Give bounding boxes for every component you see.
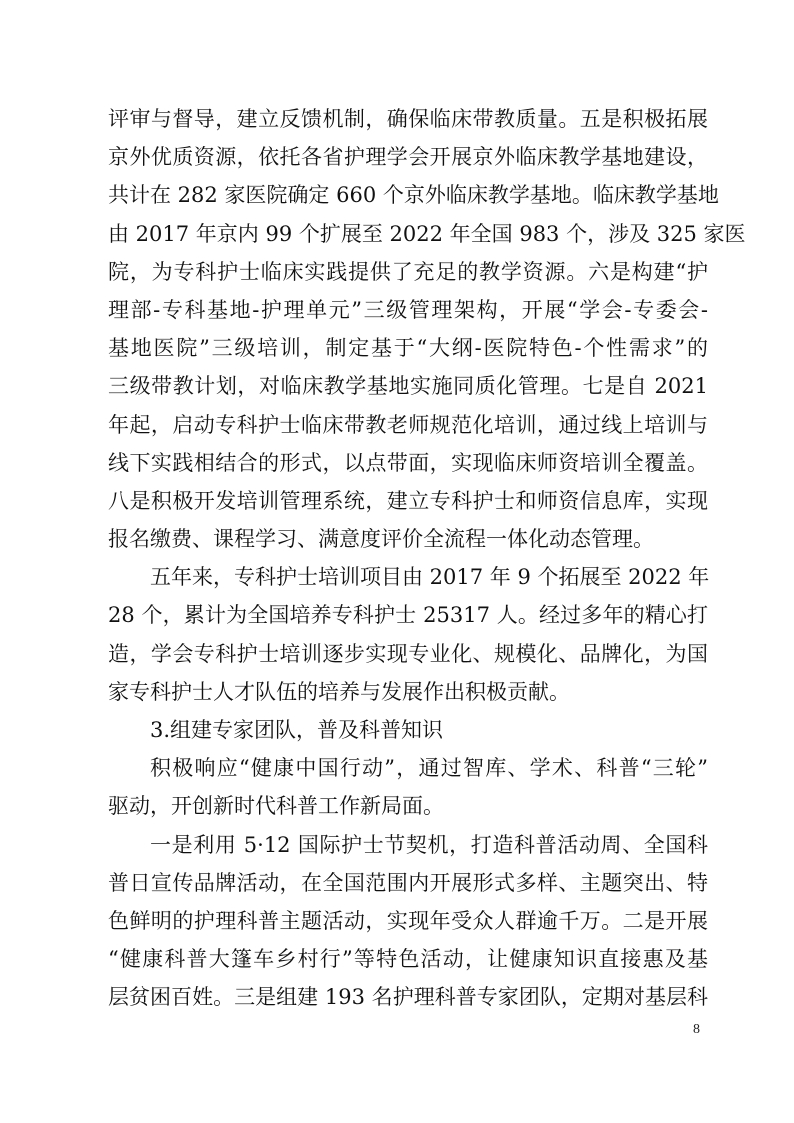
text-line: 28 个，累计为全国培养专科护士 25317 人。经过多年的精心打 <box>108 603 708 628</box>
text-line: 基地医院”三级培训，制定基于“大纲-医院特色-个性需求”的 <box>108 336 708 361</box>
text-line: 共计在 282 家医院确定 660 个京外临床教学基地。临床教学基地 <box>108 183 719 208</box>
paragraph-3 <box>108 749 708 825</box>
text-line: 积极响应“健康中国行动”，通过智库、学术、科普“三轮” <box>150 756 708 781</box>
text-line: 造，学会专科护士培训逐步实现专业化、规模化、品牌化，为国 <box>108 641 708 666</box>
text-line: “健康科普大篷车乡村行”等特色活动，让健康知识直接惠及基 <box>108 947 708 972</box>
text-line: 色鲜明的护理科普主题活动，实现年受众人群逾千万。二是开展 <box>108 908 708 933</box>
text-line: 层贫困百姓。三是组建 193 名护理科普专家团队，定期对基层科 <box>108 985 708 1010</box>
text-line: 五年来，专科护士培训项目由 2017 年 9 个拓展至 2022 年 <box>150 565 710 590</box>
paragraph-1 <box>108 100 746 558</box>
text-line: 理部-专科基地-护理单元”三级管理架构，开展“学会-专委会- <box>108 297 708 322</box>
text-line: 京外优质资源，依托各省护理学会开展京外临床教学基地建设， <box>108 145 708 170</box>
text-line: 报名缴费、课程学习、满意度评价全流程一体化动态管理。 <box>108 527 654 552</box>
page-number: 8 <box>693 1022 700 1037</box>
text-line: 年起，启动专科护士临床带教老师规范化培训，通过线上培训与 <box>108 412 708 437</box>
paragraph-4 <box>108 826 708 1017</box>
text-line: 驱动，开创新时代科普工作新局面。 <box>108 794 444 819</box>
page-body <box>108 100 746 1017</box>
text-line: 家专科护士人才队伍的培养与发展作出积极贡献。 <box>108 679 570 704</box>
text-line: 三级带教计划，对临床教学基地实施同质化管理。七是自 2021 <box>108 374 708 399</box>
text-line: 一是利用 5·12 国际护士节契机，打造科普活动周、全国科 <box>150 832 708 857</box>
section-heading <box>108 711 708 749</box>
paragraph-2 <box>108 558 708 711</box>
text-line: 由 2017 年京内 99 个扩展至 2022 年全国 983 个，涉及 325 家医 <box>108 221 746 246</box>
text-line: 院，为专科护士临床实践提供了充足的教学资源。六是构建“护 <box>108 259 708 284</box>
text-line: 线下实践相结合的形式，以点带面，实现临床师资培训全覆盖。 <box>108 450 708 475</box>
section-heading-text: 3.组建专家团队，普及科普知识 <box>150 718 444 742</box>
text-line: 八是积极开发培训管理系统，建立专科护士和师资信息库，实现 <box>108 488 708 513</box>
text-line: 普日宣传品牌活动，在全国范围内开展形式多样、主题突出、特 <box>108 870 708 895</box>
text-line: 评审与督导，建立反馈机制，确保临床带教质量。五是积极拓展 <box>108 107 708 131</box>
